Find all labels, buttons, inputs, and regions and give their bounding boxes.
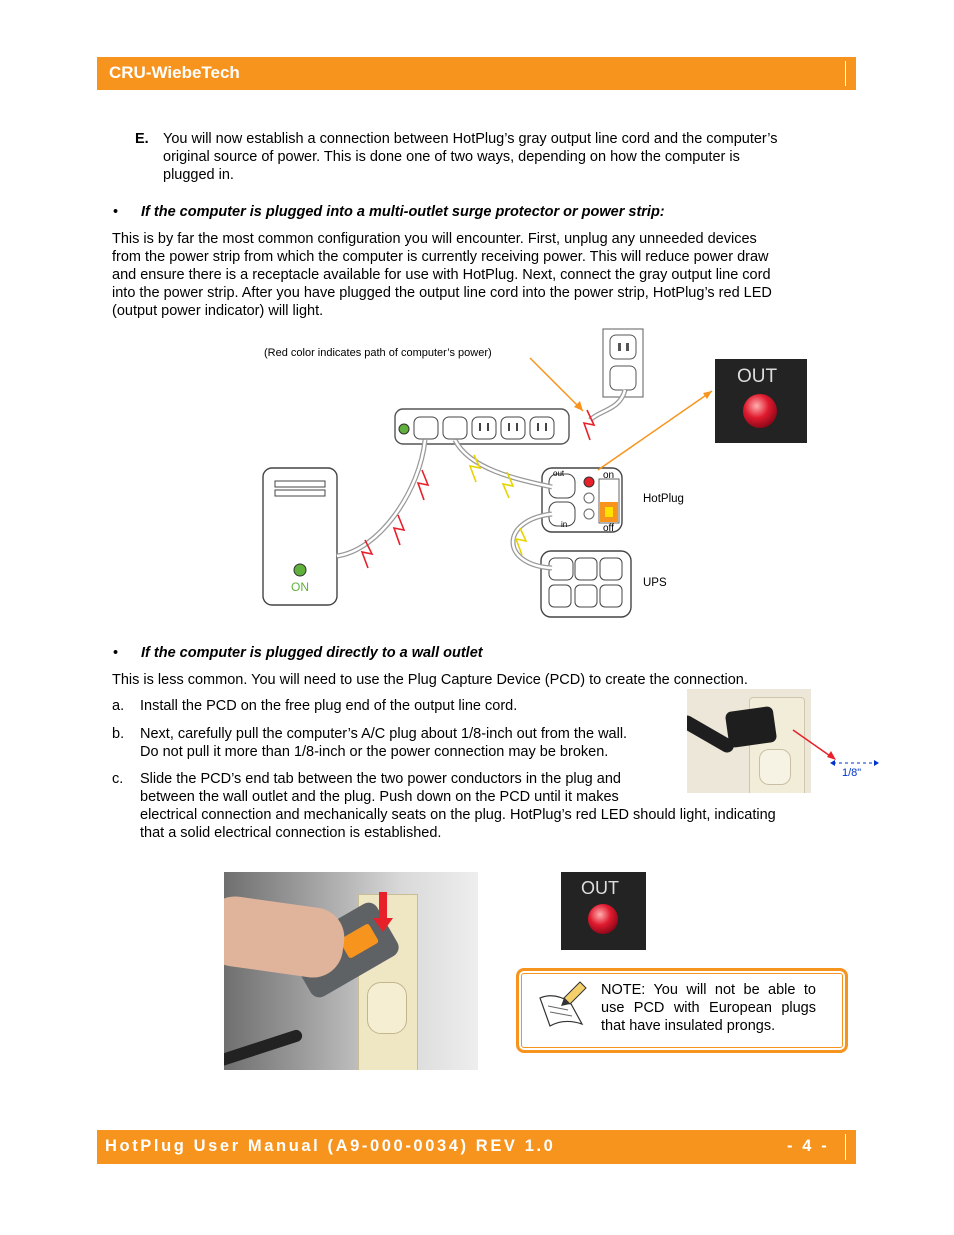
company-name: CRU-WiebeTech: [109, 63, 240, 82]
switch-on-label: on: [603, 470, 615, 481]
bullet-1: •: [113, 204, 119, 220]
switch-off-label: off: [603, 523, 614, 534]
hotplug-in-label: in: [561, 520, 568, 529]
step-b-line-1: Next, carefully pull the computer’s A/C plug about 1/8-inch out from the wall.: [140, 726, 628, 742]
step-a-letter: a.: [112, 698, 125, 714]
section2-intro: This is less common. You will need to use the Plug Capture Device (PCD) to create the connection.: [112, 672, 748, 688]
out-led-text-2: OUT: [581, 878, 619, 898]
step-e-label: E.: [135, 131, 149, 147]
section1-line-4: into the power strip. After you have plugged the output line cord into the power strip, HotPlug’s red LED: [112, 285, 772, 301]
gap-label: 1/8": [842, 767, 862, 779]
section2-heading: If the computer is plugged directly to a wall outlet: [141, 645, 483, 661]
section1-line-5: (output power indicator) will light.: [112, 303, 324, 319]
hotplug-label: HotPlug: [643, 493, 684, 505]
step-b-letter: b.: [112, 726, 125, 742]
diagram-caption: (Red color indicates path of computer’s power): [264, 347, 492, 359]
note-pen-icon: [534, 980, 592, 1032]
section1-line-1: This is by far the most common configuration you will encounter. First, unplug any unneeded devices: [112, 231, 757, 247]
step-c-line-3: electrical connection and mechanically seats on the plug. HotPlug’s red LED should light, indicating: [140, 807, 776, 823]
ups-label: UPS: [643, 577, 667, 589]
step-e-line-1: You will now establish a connection between HotPlug’s gray output line cord and the computer’s: [163, 131, 778, 147]
footer-title: HotPlug User Manual (A9-000-0034) REV 1.0: [105, 1137, 556, 1155]
step-e-line-2: original source of power. This is done one of two ways, depending on how the computer is: [163, 149, 740, 165]
step-e-line-3: plugged in.: [163, 167, 234, 183]
out-led-lens-2: [588, 904, 618, 934]
computer-led-label: ON: [291, 580, 309, 594]
footer-page-number: - 4 -: [787, 1137, 830, 1155]
page-footer: [97, 1130, 856, 1164]
step-a-line-1: Install the PCD on the free plug end of the output line cord.: [140, 698, 518, 714]
step-c-line-1: Slide the PCD’s end tab between the two power conductors in the plug and: [140, 771, 621, 787]
section1-heading: If the computer is plugged into a multi-outlet surge protector or power strip:: [141, 204, 665, 220]
section1-line-3: and ensure there is a receptacle available for use with HotPlug. Next, connect the gray output line cord: [112, 267, 771, 283]
step-c-line-4: that a solid electrical connection is established.: [140, 825, 442, 841]
note-text: NOTE: You will not be able to use PCD with European plugs that have insulated prongs.: [601, 982, 816, 1034]
step-c-letter: c.: [112, 771, 124, 787]
pcd-install-photo: [224, 872, 478, 1070]
section1-line-2: from the power strip from which the computer is currently receiving power. This will reduce power draw: [112, 249, 769, 265]
step-c-line-2: between the wall outlet and the plug. Push down on the PCD until it makes: [140, 789, 619, 805]
out-led-photo-2: [561, 872, 646, 950]
out-led-text: OUT: [737, 366, 778, 387]
bullet-2: •: [113, 645, 119, 661]
hotplug-out-label: out: [553, 469, 565, 478]
step-b-line-2: Do not pull it more than 1/8-inch or the power connection may be broken.: [140, 744, 609, 760]
